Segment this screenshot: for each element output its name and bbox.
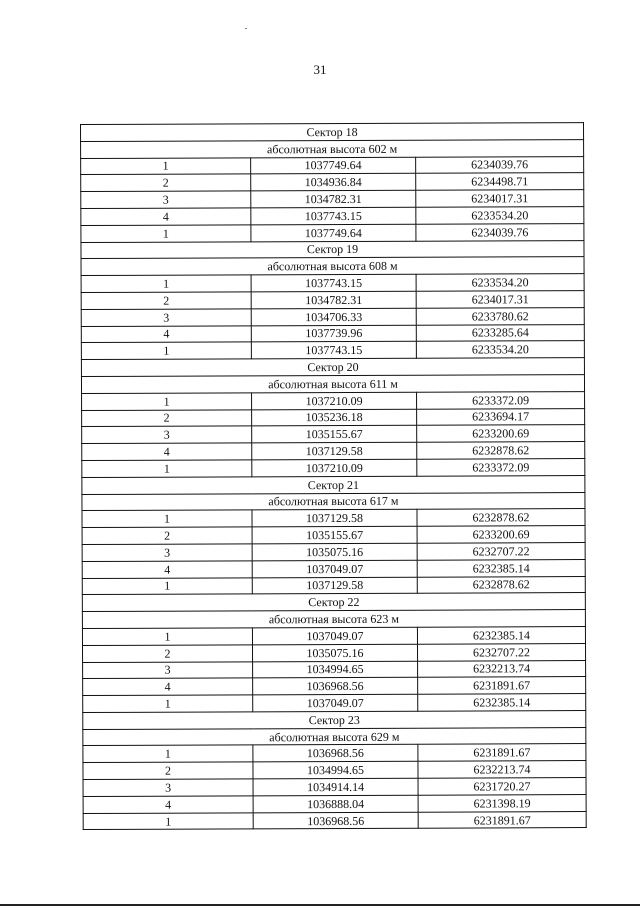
sector-title-row <box>81 240 584 259</box>
x-coordinate-cell: 1036968.56 <box>253 745 418 762</box>
sector-title: Сектор 19 <box>81 240 584 259</box>
table-row <box>81 307 584 326</box>
table-row <box>81 156 584 175</box>
y-coordinate-cell: 6233200.69 <box>417 526 585 543</box>
x-coordinate-cell: 1037129.58 <box>252 442 417 459</box>
y-coordinate-cell: 6232213.74 <box>418 761 586 778</box>
x-coordinate-cell: 1034994.65 <box>253 661 418 678</box>
x-coordinate-cell: 1037749.64 <box>251 224 416 241</box>
x-coordinate-cell: 1034994.65 <box>253 761 418 778</box>
sector-altitude: абсолютная высота 623 м <box>82 610 585 629</box>
table-row <box>82 526 585 545</box>
sector-title-row <box>81 123 584 142</box>
sector-altitude: абсолютная высота 611 м <box>81 375 584 394</box>
point-number-cell: 4 <box>82 443 252 460</box>
sector-title-row <box>83 710 586 729</box>
point-number-cell: 2 <box>81 174 251 191</box>
sector-title: Сектор 21 <box>82 475 585 494</box>
point-number-cell: 1 <box>82 628 252 645</box>
scan-speck <box>245 28 247 29</box>
table-row <box>83 761 586 780</box>
y-coordinate-cell: 6231891.67 <box>418 744 586 761</box>
sector-title: Сектор 20 <box>81 358 584 377</box>
sector-title: Сектор 22 <box>82 593 585 612</box>
point-number-cell: 3 <box>83 779 253 796</box>
point-number-cell: 2 <box>83 762 253 779</box>
sector-altitude: абсолютная высота 608 м <box>81 257 584 276</box>
x-coordinate-cell: 1037210.09 <box>252 459 417 476</box>
sector-altitude: абсолютная высота 629 м <box>83 727 586 746</box>
table-row <box>83 811 586 830</box>
y-coordinate-cell: 6232385.14 <box>418 694 586 711</box>
y-coordinate-cell: 6231720.27 <box>418 778 586 795</box>
x-coordinate-cell: 1034914.14 <box>253 778 418 795</box>
point-number-cell: 1 <box>81 157 251 174</box>
x-coordinate-cell: 1037129.58 <box>252 510 417 527</box>
point-number-cell: 2 <box>82 527 252 544</box>
sector-altitude: абсолютная высота 602 м <box>81 139 584 158</box>
table-row <box>82 425 585 444</box>
table-row <box>82 542 585 561</box>
table-row <box>81 173 584 192</box>
point-number-cell: 1 <box>82 460 252 477</box>
sector-title: Сектор 18 <box>81 123 584 142</box>
point-number-cell: 4 <box>83 678 253 695</box>
point-number-cell: 1 <box>82 393 252 410</box>
point-number-cell: 1 <box>83 695 253 712</box>
point-number-cell: 2 <box>83 645 253 662</box>
sector-altitude-row <box>81 375 584 394</box>
y-coordinate-cell: 6233285.64 <box>416 324 584 341</box>
point-number-cell: 1 <box>81 342 251 359</box>
y-coordinate-cell: 6232878.62 <box>417 442 585 459</box>
table-row <box>83 794 586 813</box>
y-coordinate-cell: 6232707.22 <box>417 542 585 559</box>
y-coordinate-cell: 6231398.19 <box>418 794 586 811</box>
y-coordinate-cell: 6233372.09 <box>417 391 585 408</box>
x-coordinate-cell: 1034936.84 <box>251 174 416 191</box>
sector-title: Сектор 23 <box>83 710 586 729</box>
y-coordinate-cell: 6232385.14 <box>417 559 585 576</box>
table-row <box>83 677 586 696</box>
table-row <box>82 408 585 427</box>
y-coordinate-cell: 6233694.17 <box>417 408 585 425</box>
y-coordinate-cell: 6233200.69 <box>417 425 585 442</box>
table-row <box>81 291 584 310</box>
x-coordinate-cell: 1037743.15 <box>251 274 416 291</box>
y-coordinate-cell: 6232707.22 <box>417 643 585 660</box>
y-coordinate-cell: 6233534.20 <box>416 274 584 291</box>
point-number-cell: 3 <box>82 544 252 561</box>
y-coordinate-cell: 6232878.62 <box>417 576 585 593</box>
y-coordinate-cell: 6234039.76 <box>416 156 584 173</box>
x-coordinate-cell: 1035155.67 <box>252 526 417 543</box>
point-number-cell: 1 <box>83 813 253 830</box>
table-row <box>81 190 584 209</box>
scan-bottom-edge <box>0 904 640 906</box>
sector-altitude-row <box>83 727 586 746</box>
y-coordinate-cell: 6232213.74 <box>418 660 586 677</box>
point-number-cell: 3 <box>83 661 253 678</box>
point-number-cell: 4 <box>81 208 251 225</box>
point-number-cell: 3 <box>82 426 252 443</box>
point-number-cell: 1 <box>82 577 252 594</box>
table-row <box>82 626 585 645</box>
point-number-cell: 2 <box>81 292 251 309</box>
point-number-cell: 4 <box>82 561 252 578</box>
sector-altitude-row <box>82 492 585 511</box>
y-coordinate-cell: 6233372.09 <box>417 459 585 476</box>
point-number-cell: 1 <box>83 745 253 762</box>
x-coordinate-cell: 1037129.58 <box>252 577 417 594</box>
table-row <box>82 459 585 478</box>
table-row <box>82 442 585 461</box>
table-row <box>81 324 584 343</box>
x-coordinate-cell: 1037743.15 <box>251 207 416 224</box>
table-row <box>82 391 585 410</box>
y-coordinate-cell: 6233534.20 <box>416 341 584 358</box>
x-coordinate-cell: 1037739.96 <box>251 325 416 342</box>
y-coordinate-cell: 6234498.71 <box>416 173 584 190</box>
x-coordinate-cell: 1037743.15 <box>251 342 416 359</box>
table-body <box>81 123 587 830</box>
table-row <box>81 223 584 242</box>
y-coordinate-cell: 6233534.20 <box>416 207 584 224</box>
y-coordinate-cell: 6234039.76 <box>416 223 584 240</box>
point-number-cell: 1 <box>82 510 252 527</box>
table-row <box>81 341 584 360</box>
point-number-cell: 2 <box>82 409 252 426</box>
point-number-cell: 1 <box>81 275 251 292</box>
sector-title-row <box>82 593 585 612</box>
point-number-cell: 1 <box>81 225 251 242</box>
x-coordinate-cell: 1037210.09 <box>252 392 417 409</box>
table-row <box>81 274 584 293</box>
table-row <box>83 660 586 679</box>
page-number: 31 <box>313 62 327 77</box>
sector-altitude-row <box>82 610 585 629</box>
table-row <box>82 509 585 528</box>
point-number-cell: 4 <box>83 796 253 813</box>
x-coordinate-cell: 1037749.64 <box>251 157 416 174</box>
table-row <box>81 207 584 226</box>
point-number-cell: 4 <box>81 325 251 342</box>
y-coordinate-cell: 6232385.14 <box>417 626 585 643</box>
y-coordinate-cell: 6234017.31 <box>416 291 584 308</box>
x-coordinate-cell: 1035155.67 <box>252 426 417 443</box>
x-coordinate-cell: 1037049.07 <box>252 560 417 577</box>
table-row <box>83 744 586 763</box>
sector-coordinates-table <box>80 122 587 830</box>
x-coordinate-cell: 1034782.31 <box>251 190 416 207</box>
point-number-cell: 3 <box>81 191 251 208</box>
x-coordinate-cell: 1037049.07 <box>252 627 417 644</box>
coordinates-sheet <box>80 122 586 830</box>
y-coordinate-cell: 6233780.62 <box>416 307 584 324</box>
y-coordinate-cell: 6234017.31 <box>416 190 584 207</box>
sector-altitude: абсолютная высота 617 м <box>82 492 585 511</box>
y-coordinate-cell: 6231891.67 <box>418 811 586 828</box>
x-coordinate-cell: 1036968.56 <box>253 678 418 695</box>
y-coordinate-cell: 6232878.62 <box>417 509 585 526</box>
x-coordinate-cell: 1036888.04 <box>253 795 418 812</box>
x-coordinate-cell: 1035075.16 <box>253 644 418 661</box>
y-coordinate-cell: 6231891.67 <box>418 677 586 694</box>
sector-altitude-row <box>81 257 584 276</box>
table-row <box>83 778 586 797</box>
table-row <box>82 576 585 595</box>
point-number-cell: 3 <box>81 309 251 326</box>
sector-title-row <box>82 475 585 494</box>
table-row <box>83 643 586 662</box>
x-coordinate-cell: 1035236.18 <box>252 409 417 426</box>
sector-title-row <box>81 358 584 377</box>
table-row <box>82 559 585 578</box>
x-coordinate-cell: 1034782.31 <box>251 291 416 308</box>
x-coordinate-cell: 1034706.33 <box>251 308 416 325</box>
x-coordinate-cell: 1036968.56 <box>253 812 418 829</box>
x-coordinate-cell: 1037049.07 <box>253 694 418 711</box>
x-coordinate-cell: 1035075.16 <box>252 543 417 560</box>
table-row <box>83 694 586 713</box>
sector-altitude-row <box>81 139 584 158</box>
